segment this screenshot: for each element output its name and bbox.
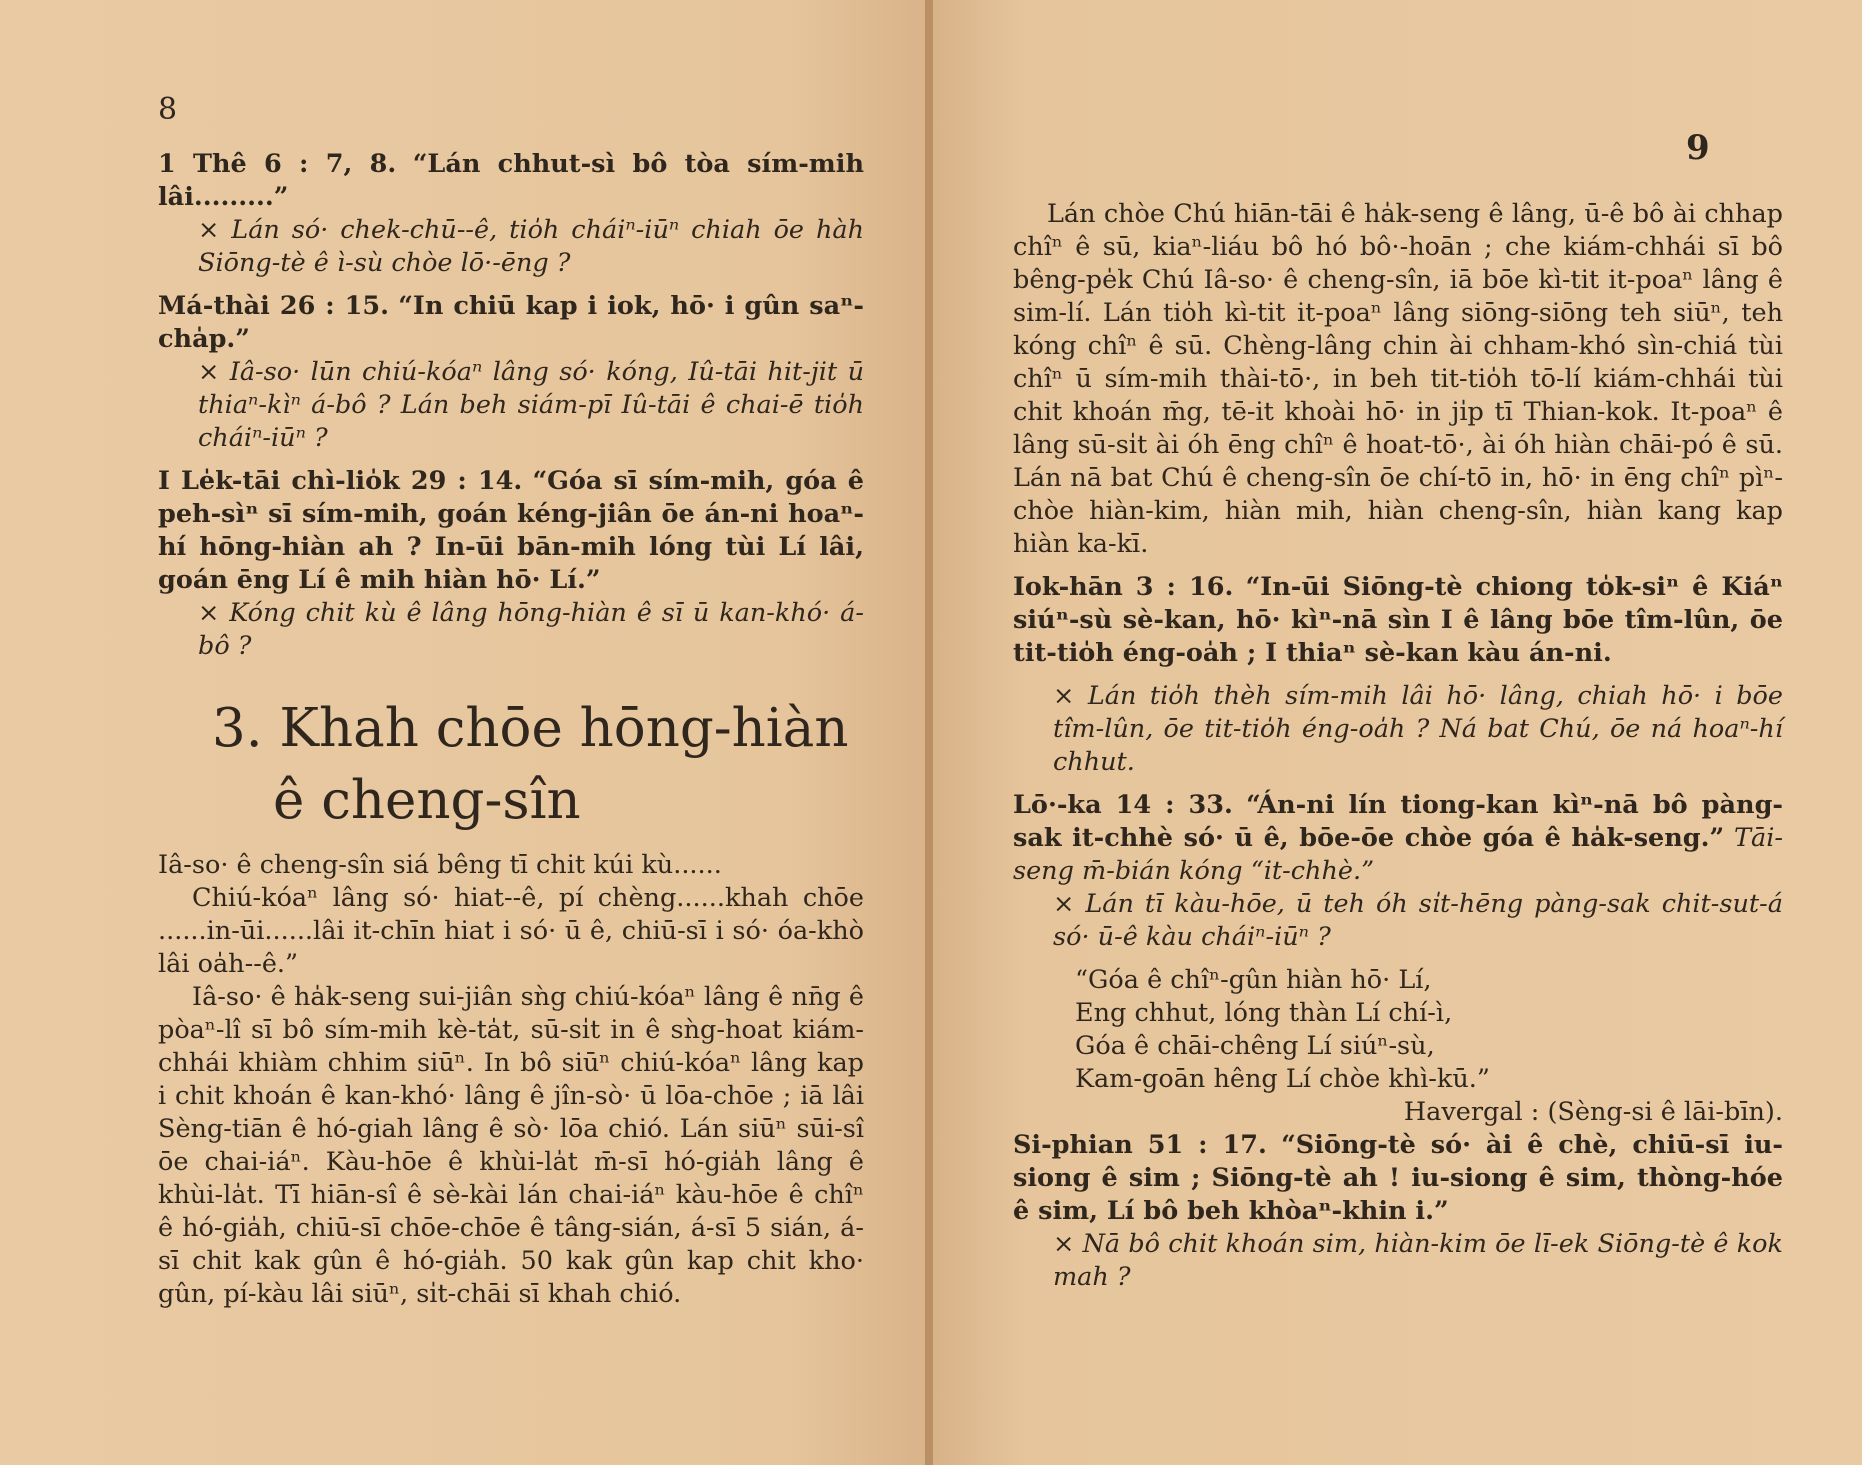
left-column (158, 148, 864, 1311)
scripture-quote: “In chiū kap i iok, hō· i gûn saⁿ-cha̍p.” (158, 291, 865, 354)
section-heading-line-1: 3. Khah chōe hōng-hiàn (212, 698, 849, 759)
hymn-credit: Havergal : (Sèng-si ê lāi-bīn). (1403, 1097, 1783, 1127)
right-column (1013, 198, 1783, 1294)
scripture-block-1 (158, 148, 864, 214)
page-number-left: 8 (158, 92, 178, 127)
scripture-block-3 (1013, 1129, 1783, 1228)
scripture-ref: Lō·-ka 14 : 33. (1013, 790, 1233, 820)
reflection-question: × Kóng chit kù ê lâng hōng-hiàn ê sī ū kan-khó· á-bô ? (198, 598, 864, 661)
body-paragraph-1: Iâ-so· ê cheng-sîn siá bêng tī chit kúi kù...... (158, 850, 722, 880)
reflection-question: × Lán tio̍h thèh sím-mih lâi hō· lâng, chiah hō· i bōe tîm-lûn, ōe tit-tio̍h éng-oa̍h ? Ná bat Chú, ōe ná hoaⁿ-hí chhut. (1053, 681, 1783, 777)
scripture-note: Tāi-seng m̄-bián kóng “it-chhè.” (1013, 823, 1783, 886)
reflection-question: × Nā bô chit khoán sim, hiàn-kim ōe lī-ek Siōng-tè ê kok mah ? (1053, 1229, 1783, 1292)
left-page (0, 0, 925, 1465)
scripture-quote: “In-ūi Siōng-tè chiong to̍k-siⁿ ê Kiáⁿ siúⁿ-sù sè-kan, hō· kìⁿ-nā sìn I ê lâng bōe tîm-lûn, ōe tit-tio̍h éng-oa̍h ; I thiaⁿ sè-kan kàu án-ni. (1013, 572, 1784, 668)
hymn-line: Eng chhut, lóng thàn Lí chí-ì, (1075, 998, 1453, 1028)
scripture-quote: “Lán chhut-sì bô tòa sím-mih lâi.........” (158, 149, 864, 212)
section-heading (158, 693, 864, 837)
scripture-ref: I Le̍k-tāi chì-lio̍k 29 : 14. (158, 466, 523, 496)
reflection-question: × Iâ-so· lūn chiú-kóaⁿ lâng só· kóng, Iû-tāi hit-jit ū thiaⁿ-kìⁿ á-bô ? Lán beh siám-pī Iû-tāi ê chai-ē tio̍h cháiⁿ-iūⁿ ? (198, 357, 864, 453)
section-heading-line-2: ê cheng-sîn (273, 770, 581, 831)
scripture-block-2 (1013, 789, 1783, 888)
scripture-ref: Si-phian 51 : 17. (1013, 1130, 1267, 1160)
scripture-quote: “Góa sī sím-mih, góa ê peh-sìⁿ sī sím-mih, goán kéng-jiân ōe án-ni hoaⁿ-hí hōng-hiàn ah ? In-ūi bān-mih lóng tùi Lí lâi, goán ēng Lí ê mih hiàn hō· Lí.” (158, 466, 864, 595)
reflection-question: × Lán tī kàu-hōe, ū teh óh si̍t-hēng pàng-sak chit-sut-á só· ū-ê kàu cháiⁿ-iūⁿ ? (1053, 889, 1783, 952)
scripture-ref: Iok-hān 3 : 16. (1013, 572, 1234, 602)
right-page (933, 0, 1862, 1465)
hymn-line: Góa ê chāi-chêng Lí siúⁿ-sù, (1075, 1031, 1435, 1061)
body-paragraph-2: Chiú-kóaⁿ lâng só· hiat--ê, pí chèng......khah chōe ......in-ūi......lâi it-chīn hiat i só· ū ê, chiū-sī i só· óa-khò lâi oa̍h--ê.” (158, 883, 864, 979)
scripture-quote: “Án-ni lín tiong-kan kìⁿ-nā bô pàng-sak it-chhè só· ū ê, bōe-ōe chòe góa ê ha̍k-seng.” (1013, 790, 1783, 853)
scripture-block-1 (1013, 571, 1783, 670)
hymn-verse (1075, 964, 1783, 1096)
hymn-line: Kam-goān hêng Lí chòe khì-kū.” (1075, 1064, 1490, 1094)
scripture-quote: “Siōng-tè só· ài ê chè, chiū-sī iu-siong ê sim ; Siōng-tè ah ! iu-siong ê sim, thòng-hóe ê sim, Lí bô beh khòaⁿ-khin i.” (1013, 1130, 1784, 1226)
body-paragraph-3: Iâ-so· ê ha̍k-seng sui-jiân sǹg chiú-kóaⁿ lâng ê nn̄g ê pòaⁿ-lî sī bô sím-mih kè-ta̍t, sū-si̍t in ê sǹg-hoat kiám-chhái khiàm chhim siūⁿ. In bô siūⁿ chiú-kóaⁿ lâng kap i chit khoán ê kan-khó· lâng ê jîn-sò· ū lōa-chōe ; iā lâi Sèng-tiān ê hó-giah lâng ê sò· lōa chió. Lán siūⁿ sūi-sî ōe chai-iáⁿ. Kàu-hōe ê khùi-la̍t m̄-sī hó-gia̍h lâng ê khùi-la̍t. Tī hiān-sî ê sè-kài lán chai-iáⁿ kàu-hōe ê chîⁿ ê hó-gia̍h, chiū-sī chōe-chōe ê tâng-sián, á-sī 5 sián, á-sī chit kak gûn ê hó-gia̍h. 50 kak gûn kap chit kho· gûn, pí-kàu lâi siūⁿ, si̍t-chāi sī khah chió. (158, 982, 864, 1309)
page-number-right: 9 (1686, 128, 1710, 168)
book-gutter (925, 0, 933, 1465)
scripture-ref: 1 Thê 6 : 7, 8. (158, 149, 397, 179)
body-paragraph: Lán chòe Chú hiān-tāi ê ha̍k-seng ê lâng, ū-ê bô ài chhap chîⁿ ê sū, kiaⁿ-liáu bô hó bô·-hoān ; che kiám-chhái sī bô bêng-pe̍k Chú Iâ-so· ê cheng-sîn, iā bōe kì-tit it-poaⁿ lâng ê sim-lí. Lán tio̍h kì-tit it-poaⁿ lâng siōng-siōng teh siūⁿ, teh kóng chîⁿ ê sū. Chèng-lâng chin ài chham-khó sìn-chiá tùi chîⁿ ū sím-mih thài-tō·, in beh tit-tio̍h tō-lí kiám-chhái tùi chit khoán m̄g, tē-it khoài hō· in ji̍p tī Thian-kok. It-poaⁿ ê lâng sū-si̍t ài óh ēng chîⁿ ê hoat-tō·, ài óh hiàn chāi-pó ê sū. Lán nā bat Chú ê cheng-sîn ōe chí-tō in, hō· in ēng chîⁿ pìⁿ-chòe hiàn-kim, hiàn mih, hiàn cheng-sîn, hiàn kang kap hiàn ka-kī. (1013, 199, 1783, 559)
scripture-block-3 (158, 465, 864, 597)
hymn-line: “Góa ê chîⁿ-gûn hiàn hō· Lí, (1075, 965, 1432, 995)
reflection-question: × Lán só· chek-chū--ê, tio̍h cháiⁿ-iūⁿ chiah ōe hàh Siōng-tè ê ì-sù chòe lō·-ēng ? (198, 215, 864, 278)
scripture-ref: Má-thài 26 : 15. (158, 291, 390, 321)
scripture-block-2 (158, 290, 864, 356)
